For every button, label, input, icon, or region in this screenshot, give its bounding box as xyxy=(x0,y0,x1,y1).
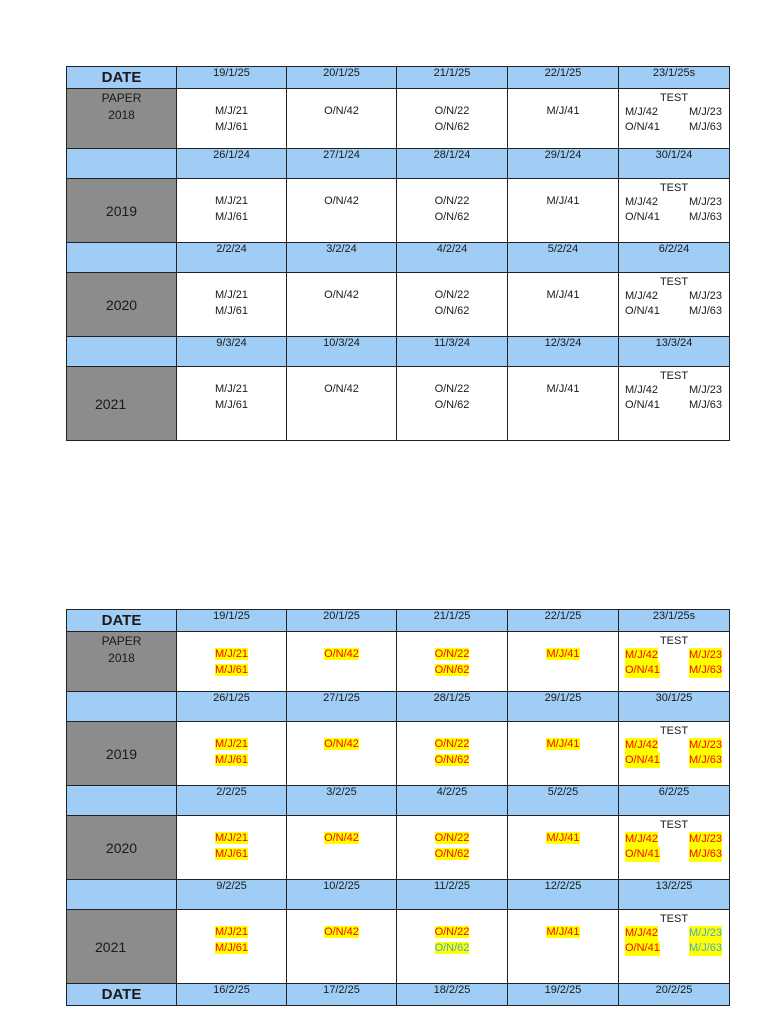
date-cell: 30/1/25 xyxy=(619,692,730,722)
blank-cell xyxy=(67,337,177,367)
paper-label: PAPER xyxy=(101,91,142,105)
paper-cell-col4 xyxy=(508,910,619,984)
date-cell: 23/1/25s xyxy=(619,610,730,632)
paper-cell-col2 xyxy=(287,179,397,243)
header-row xyxy=(67,67,730,89)
date-cell: 3/2/25 xyxy=(287,786,397,816)
paper-code: M/J/23 xyxy=(688,833,722,845)
paper-cell-col4 xyxy=(508,632,619,692)
date-cell: 20/1/25 xyxy=(287,610,397,632)
paper-code: O/N/22 xyxy=(434,195,470,207)
blank-cell xyxy=(67,880,177,910)
paper-code: M/J/61 xyxy=(214,848,248,860)
paper-code: M/J/63 xyxy=(688,305,722,317)
paper-code: M/J/61 xyxy=(214,211,248,223)
paper-code: O/N/22 xyxy=(434,832,470,844)
blank-cell xyxy=(67,243,177,273)
paper-cell-col3 xyxy=(397,816,508,880)
paper-code: M/J/61 xyxy=(214,664,248,676)
paper-code: M/J/21 xyxy=(214,383,248,395)
paper-code: O/N/22 xyxy=(434,289,470,301)
footer-date-row xyxy=(67,984,730,1006)
paper-cell-col3 xyxy=(397,89,508,149)
paper-code: O/N/41 xyxy=(625,121,660,133)
date-cell: 26/1/25 xyxy=(177,692,287,722)
paper-code: M/J/63 xyxy=(688,848,722,860)
paper-code: O/N/22 xyxy=(434,648,470,660)
paper-code: M/J/42 xyxy=(625,196,659,208)
paper-code: O/N/41 xyxy=(625,754,660,766)
date-cell: 13/2/25 xyxy=(619,880,730,910)
paper-code: M/J/21 xyxy=(214,289,248,301)
blank-cell xyxy=(67,149,177,179)
paper-code: O/N/62 xyxy=(434,211,470,223)
paper-cell-col4 xyxy=(508,816,619,880)
paper-cell-col1 xyxy=(177,910,287,984)
test-cell xyxy=(619,910,730,984)
paper-code: O/N/41 xyxy=(625,664,660,676)
papers-row-2020 xyxy=(67,816,730,880)
paper-cell-col1 xyxy=(177,89,287,149)
paper-code: M/J/63 xyxy=(688,664,722,676)
papers-row-2018 xyxy=(67,89,730,149)
paper-code: M/J/42 xyxy=(625,833,659,845)
date-cell: 28/1/25 xyxy=(397,692,508,722)
paper-code: O/N/22 xyxy=(434,383,470,395)
paper-code: O/N/41 xyxy=(625,848,660,860)
date-cell: 11/2/25 xyxy=(397,880,508,910)
date-cell: 12/3/24 xyxy=(508,337,619,367)
paper-code: O/N/62 xyxy=(434,942,470,954)
paper-code: M/J/41 xyxy=(546,105,580,117)
date-cell: 9/2/25 xyxy=(177,880,287,910)
paper-code: M/J/23 xyxy=(688,927,722,939)
paper-code: O/N/62 xyxy=(434,848,470,860)
papers-row-2019 xyxy=(67,722,730,786)
paper-code: M/J/23 xyxy=(688,739,722,751)
paper-code: O/N/62 xyxy=(434,121,470,133)
paper-cell-col2 xyxy=(287,273,397,337)
date-cell: 21/1/25 xyxy=(397,67,508,89)
date-cell: 27/1/25 xyxy=(287,692,397,722)
date-cell: 2/2/25 xyxy=(177,786,287,816)
date-cell: 16/2/25 xyxy=(177,984,287,1006)
year-label: 2021 xyxy=(67,910,177,984)
paper-code: M/J/42 xyxy=(625,106,659,118)
paper-code: M/J/63 xyxy=(688,942,722,954)
year-label: 2021 xyxy=(67,367,177,441)
paper-code: M/J/41 xyxy=(546,289,580,301)
date-cell: 22/1/25 xyxy=(508,67,619,89)
date-cell: 5/2/25 xyxy=(508,786,619,816)
paper-code: M/J/23 xyxy=(688,196,722,208)
test-cell xyxy=(619,89,730,149)
paper-code: M/J/21 xyxy=(214,926,248,938)
year-label: 2020 xyxy=(67,816,177,880)
date-cell: 10/3/24 xyxy=(287,337,397,367)
paper-cell-col4 xyxy=(508,89,619,149)
paper-code: M/J/23 xyxy=(688,649,722,661)
paper-code: O/N/42 xyxy=(324,105,359,117)
date-label: DATE xyxy=(67,984,177,1006)
paper-code: M/J/42 xyxy=(625,649,659,661)
test-label: TEST xyxy=(659,182,689,194)
paper-code: M/J/63 xyxy=(688,754,722,766)
paper-code: M/J/42 xyxy=(625,739,659,751)
papers-row-2018 xyxy=(67,632,730,692)
test-label: TEST xyxy=(659,725,689,737)
dates-row-2020 xyxy=(67,786,730,816)
paper-cell-col1 xyxy=(177,179,287,243)
test-label: TEST xyxy=(659,276,689,288)
paper-code: O/N/42 xyxy=(324,289,359,301)
paper-cell-col3 xyxy=(397,632,508,692)
paper-code: O/N/62 xyxy=(434,399,470,411)
test-cell xyxy=(619,273,730,337)
paper-code: O/N/62 xyxy=(434,305,470,317)
paper-label: PAPER xyxy=(101,634,142,648)
test-label: TEST xyxy=(659,819,689,831)
paper-code: O/N/22 xyxy=(434,105,470,117)
test-cell xyxy=(619,722,730,786)
year-cell-2018 xyxy=(67,632,177,692)
year-label: 2020 xyxy=(67,273,177,337)
paper-code: O/N/42 xyxy=(324,832,359,844)
paper-code: M/J/42 xyxy=(625,384,659,396)
paper-code: O/N/41 xyxy=(625,211,660,223)
paper-code: M/J/21 xyxy=(214,648,248,660)
schedule-table-2 xyxy=(66,609,730,1006)
paper-code: O/N/42 xyxy=(324,738,359,750)
paper-cell-col3 xyxy=(397,722,508,786)
paper-code: M/J/63 xyxy=(688,121,722,133)
date-cell: 30/1/24 xyxy=(619,149,730,179)
blank-cell xyxy=(67,692,177,722)
paper-code: M/J/41 xyxy=(546,738,580,750)
paper-cell-col2 xyxy=(287,89,397,149)
paper-cell-col2 xyxy=(287,816,397,880)
schedule-table-1 xyxy=(66,66,730,441)
paper-cell-col1 xyxy=(177,632,287,692)
paper-cell-col3 xyxy=(397,273,508,337)
date-cell: 11/3/24 xyxy=(397,337,508,367)
test-cell xyxy=(619,632,730,692)
date-cell: 29/1/24 xyxy=(508,149,619,179)
paper-code: M/J/21 xyxy=(214,105,248,117)
paper-code: M/J/61 xyxy=(214,942,248,954)
paper-code: O/N/41 xyxy=(625,305,660,317)
paper-cell-col4 xyxy=(508,722,619,786)
dates-row-2021 xyxy=(67,337,730,367)
paper-code: M/J/61 xyxy=(214,399,248,411)
paper-cell-col2 xyxy=(287,367,397,441)
date-cell: 23/1/25s xyxy=(619,67,730,89)
dates-row-2019 xyxy=(67,149,730,179)
date-cell: 6/2/24 xyxy=(619,243,730,273)
test-label: TEST xyxy=(659,92,689,104)
papers-row-2019 xyxy=(67,179,730,243)
papers-row-2020 xyxy=(67,273,730,337)
paper-cell-col3 xyxy=(397,910,508,984)
blank-cell xyxy=(67,786,177,816)
paper-code: M/J/21 xyxy=(214,738,248,750)
date-cell: 2/2/24 xyxy=(177,243,287,273)
date-cell: 12/2/25 xyxy=(508,880,619,910)
paper-code: O/N/42 xyxy=(324,648,359,660)
paper-code: M/J/21 xyxy=(214,195,248,207)
paper-code: M/J/61 xyxy=(214,121,248,133)
paper-code: M/J/41 xyxy=(546,832,580,844)
paper-code: M/J/42 xyxy=(625,927,659,939)
paper-code: M/J/63 xyxy=(688,399,722,411)
paper-code: M/J/41 xyxy=(546,195,580,207)
date-cell: 22/1/25 xyxy=(508,610,619,632)
paper-code: O/N/42 xyxy=(324,383,359,395)
paper-code: M/J/41 xyxy=(546,648,580,660)
date-cell: 26/1/24 xyxy=(177,149,287,179)
date-cell: 29/1/25 xyxy=(508,692,619,722)
paper-cell-col4 xyxy=(508,273,619,337)
year-label: 2019 xyxy=(67,722,177,786)
paper-cell-col2 xyxy=(287,722,397,786)
paper-code: O/N/41 xyxy=(625,399,660,411)
paper-code: O/N/62 xyxy=(434,754,470,766)
date-cell: 27/1/24 xyxy=(287,149,397,179)
date-cell: 4/2/25 xyxy=(397,786,508,816)
date-cell: 13/3/24 xyxy=(619,337,730,367)
date-cell: 19/1/25 xyxy=(177,610,287,632)
paper-cell-col2 xyxy=(287,910,397,984)
date-cell: 20/1/25 xyxy=(287,67,397,89)
paper-code: M/J/23 xyxy=(688,384,722,396)
paper-code: O/N/22 xyxy=(434,926,470,938)
test-cell xyxy=(619,816,730,880)
paper-cell-col1 xyxy=(177,273,287,337)
dates-row-2020 xyxy=(67,243,730,273)
dates-row-2019 xyxy=(67,692,730,722)
date-label: DATE xyxy=(67,67,177,89)
date-cell: 5/2/24 xyxy=(508,243,619,273)
date-cell: 3/2/24 xyxy=(287,243,397,273)
test-cell xyxy=(619,179,730,243)
paper-code: M/J/23 xyxy=(688,106,722,118)
paper-code: M/J/42 xyxy=(625,290,659,302)
paper-code: M/J/23 xyxy=(688,290,722,302)
date-cell: 4/2/24 xyxy=(397,243,508,273)
test-cell xyxy=(619,367,730,441)
paper-code: O/N/22 xyxy=(434,738,470,750)
header-row xyxy=(67,610,730,632)
paper-code: O/N/62 xyxy=(434,664,470,676)
date-label: DATE xyxy=(67,610,177,632)
paper-code: M/J/21 xyxy=(214,832,248,844)
paper-cell-col3 xyxy=(397,179,508,243)
paper-cell-col4 xyxy=(508,367,619,441)
test-label: TEST xyxy=(659,913,689,925)
paper-code: M/J/61 xyxy=(214,754,248,766)
paper-cell-col1 xyxy=(177,816,287,880)
dates-row-2021 xyxy=(67,880,730,910)
paper-code: M/J/63 xyxy=(688,211,722,223)
paper-code: M/J/61 xyxy=(214,305,248,317)
date-cell: 21/1/25 xyxy=(397,610,508,632)
year-label: 2019 xyxy=(67,179,177,243)
date-cell: 20/2/25 xyxy=(619,984,730,1006)
date-cell: 19/2/25 xyxy=(508,984,619,1006)
year-label: 2018 xyxy=(108,651,135,665)
date-cell: 17/2/25 xyxy=(287,984,397,1006)
test-label: TEST xyxy=(659,635,689,647)
paper-code: O/N/42 xyxy=(324,195,359,207)
paper-cell-col2 xyxy=(287,632,397,692)
date-cell: 18/2/25 xyxy=(397,984,508,1006)
paper-code: M/J/41 xyxy=(546,926,580,938)
year-label: 2018 xyxy=(108,108,135,122)
paper-cell-col4 xyxy=(508,179,619,243)
date-cell: 28/1/24 xyxy=(397,149,508,179)
paper-code: M/J/41 xyxy=(546,383,580,395)
paper-code: O/N/41 xyxy=(625,942,660,954)
paper-cell-col3 xyxy=(397,367,508,441)
year-cell-2018 xyxy=(67,89,177,149)
papers-row-2021 xyxy=(67,910,730,984)
paper-code: O/N/42 xyxy=(324,926,359,938)
test-label: TEST xyxy=(659,370,689,382)
date-cell: 6/2/25 xyxy=(619,786,730,816)
paper-cell-col1 xyxy=(177,367,287,441)
date-cell: 9/3/24 xyxy=(177,337,287,367)
date-cell: 19/1/25 xyxy=(177,67,287,89)
papers-row-2021 xyxy=(67,367,730,441)
date-cell: 10/2/25 xyxy=(287,880,397,910)
paper-cell-col1 xyxy=(177,722,287,786)
